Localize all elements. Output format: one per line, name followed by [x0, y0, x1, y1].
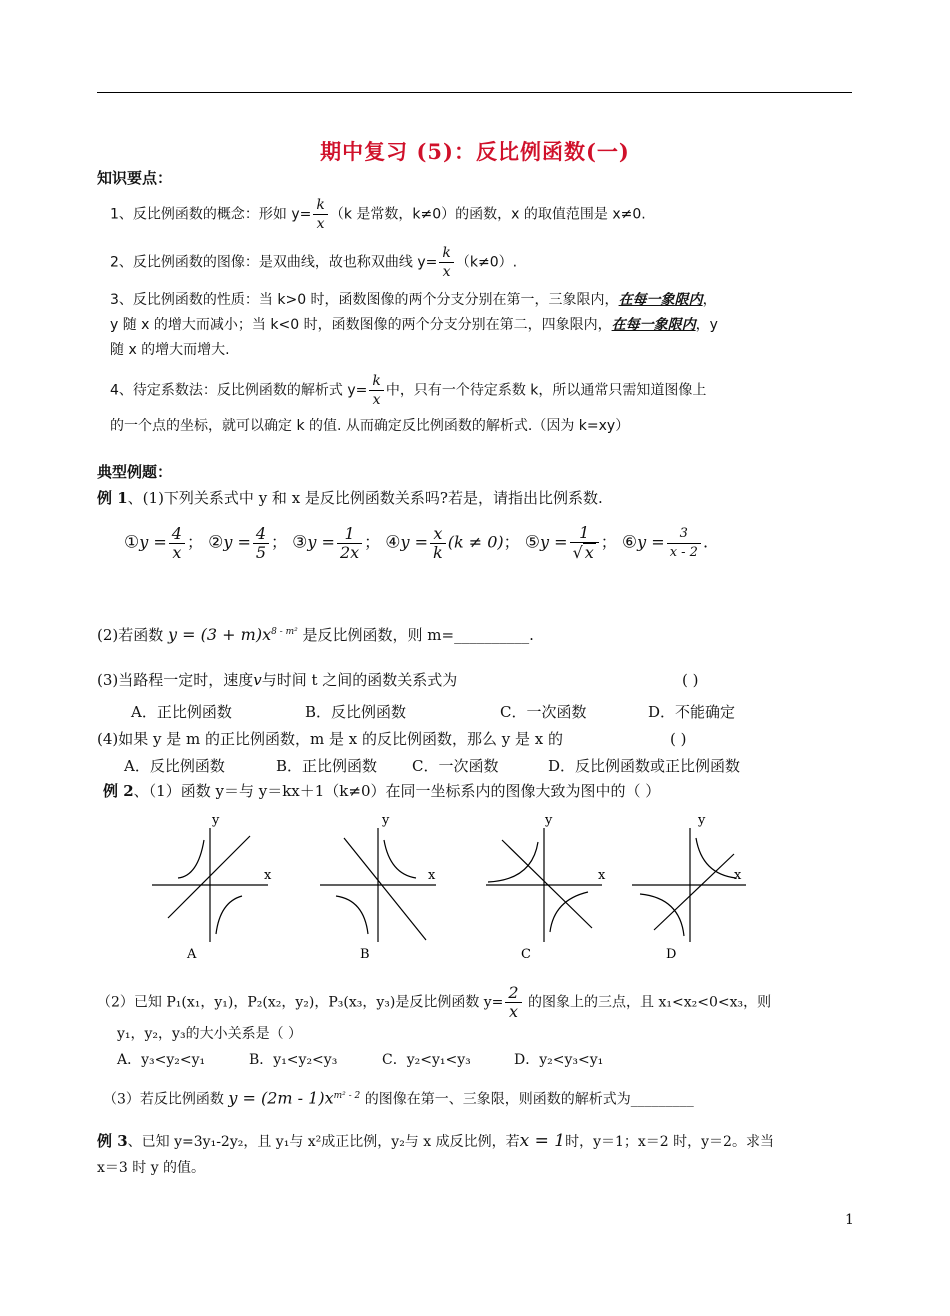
graph-b-axis-x: x — [428, 868, 436, 883]
page-title: 期中复习 (5)：反比例函数(一) — [320, 139, 630, 164]
knowledge-heading: 知识要点： — [97, 169, 173, 187]
ex1-q4-option-c: C．一次函数 — [412, 757, 499, 775]
example-3-line-2: x＝3 时 y 的值。 — [97, 1160, 206, 1176]
ex1-q4-option-b: B．正比例函数 — [276, 757, 378, 775]
ex1-q4-option-d: D．反比例函数或正比例函数 — [548, 757, 741, 775]
page-number: 1 — [845, 1212, 854, 1228]
header-rule — [97, 92, 852, 93]
example-1-question-3: (3)当路程一定时，速度v与时间 t 之间的函数关系式为 — [97, 671, 458, 689]
example-2-question-3: （3）若反比例函数 $y = (2m - 1)x^{m^2 - 2}$ 的图像在第一、三象限，则函数的解析式为_________ — [103, 1088, 694, 1108]
graph-d — [632, 828, 746, 942]
example-1-formulas: ①y = $\frac{4}{x}$ ； ②y = $\frac{4}{5}$ ； ③y = $\frac{1}{2x}$ ； ④y = $\frac{x}{k}$ (k ≠ 0)； ⑤y = $\frac{1}{√ x}$ ； ⑥y = $\frac{3}{x - 2}$ . — [124, 523, 709, 562]
example-2-question-2-line-2: y₁，y₂，y₃的大小关系是（ ） — [117, 1026, 303, 1042]
graph-c-axis-x: x — [598, 868, 606, 883]
fraction-k-over-x: $\frac{k}{x}$ — [313, 196, 327, 233]
fraction-k-over-x: $\frac{k}{x}$ — [369, 372, 383, 409]
ex2-q2-option-a: A．y₃<y₂<y₁ — [117, 1052, 206, 1068]
graph-b — [320, 828, 436, 942]
knowledge-point-4-line-1: 4、待定系数法：反比例函数的解析式 y= $\frac{k}{x}$ 中，只有一个待定系数 k，所以通常只需知道图像上 — [110, 373, 707, 408]
graphs-figure — [140, 810, 780, 962]
example-1-question-2: (2)若函数 $y = (3 + m)x^{8 - m^2}$ 是反比例函数，则 m=__________. — [97, 625, 534, 644]
examples-heading: 典型例题： — [97, 463, 173, 481]
graph-b-axis-y: y — [382, 813, 390, 828]
graph-d-axis-y: y — [698, 813, 706, 828]
example-1-question-3-answer-paren: ( ) — [682, 671, 699, 689]
ex1-q3-option-a: A．正比例函数 — [131, 703, 232, 721]
graph-c-label: C — [521, 947, 531, 962]
ex2-q2-option-b: B．y₁<y₂<y₃ — [249, 1052, 338, 1068]
example-1-question-4: (4)如果 y 是 m 的正比例函数，m 是 x 的反比例函数，那么 y 是 x 的 — [97, 730, 564, 748]
graph-a-label: A — [187, 947, 197, 962]
ex2-q2-option-c: C．y₂<y₁<y₃ — [382, 1052, 471, 1068]
example-2-question-2: （2）已知 P₁(x₁，y₁)，P₂(x₂，y₂)，P₃(x₃，y₃)是反比例函数 y= $\frac{2}{x}$ 的图象上的三点，且 x₁<x₂<0<x₃，则 — [97, 983, 772, 1021]
graph-d-label: D — [666, 947, 677, 962]
knowledge-point-3-line-2: y 随 x 的增大而减小；当 k<0 时，函数图像的两个分支分别在第二，四象限内，在每一象限内，y — [110, 317, 718, 333]
ex2-q2-option-d: D．y₂<y₃<y₁ — [514, 1052, 604, 1068]
ex1-q3-option-b: B．反比例函数 — [305, 703, 407, 721]
knowledge-point-3-line-1: 3、反比例函数的性质：当 k>0 时，函数图像的两个分支分别在第一，三象限内，在每一象限内， — [110, 292, 717, 308]
graph-d-axis-x: x — [734, 868, 742, 883]
knowledge-point-3-line-3: 随 x 的增大而增大. — [110, 342, 230, 358]
graph-a — [152, 828, 268, 942]
ex1-q3-option-c: C．一次函数 — [500, 703, 587, 721]
fraction-k-over-x: $\frac{k}{x}$ — [439, 244, 453, 281]
knowledge-point-4-line-2: 的一个点的坐标，就可以确定 k 的值. 从而确定反比例函数的解析式.（因为 k=xy） — [110, 418, 630, 434]
graph-c — [486, 828, 602, 942]
ex1-q4-option-a: A．反比例函数 — [124, 757, 225, 775]
knowledge-point-2: 2、反比例函数的图像：是双曲线，故也称双曲线 y= $\frac{k}{x}$ （k≠0）. — [110, 245, 518, 280]
graph-b-label: B — [360, 947, 370, 962]
ex1-q3-option-d: D．不能确定 — [648, 703, 736, 721]
graph-a-axis-y: y — [212, 813, 220, 828]
graph-a-axis-x: x — [264, 868, 272, 883]
example-3-line-1: 例 3、已知 y=3y₁-2y₂，且 y₁与 x²成正比例，y₂与 x 成反比例，若x = 1时，y＝1；x＝2 时，y＝2。求当 — [97, 1131, 774, 1151]
example-1-question-4-answer-paren: ( ) — [670, 730, 687, 748]
example-2-question-1: 例 2、（1）函数 y＝与 y＝kx＋1（k≠0）在同一坐标系内的图像大致为图中的（ ） — [103, 782, 661, 800]
example-1-question-1: 例 1、(1)下列关系式中 y 和 x 是反比例函数关系吗?若是，请指出比例系数. — [97, 489, 603, 507]
graph-c-axis-y: y — [545, 813, 553, 828]
knowledge-point-1: 1、反比例函数的概念：形如 y= $\frac{k}{x}$ （k 是常数，k≠0）的函数，x 的取值范围是 x≠0. — [110, 197, 646, 232]
